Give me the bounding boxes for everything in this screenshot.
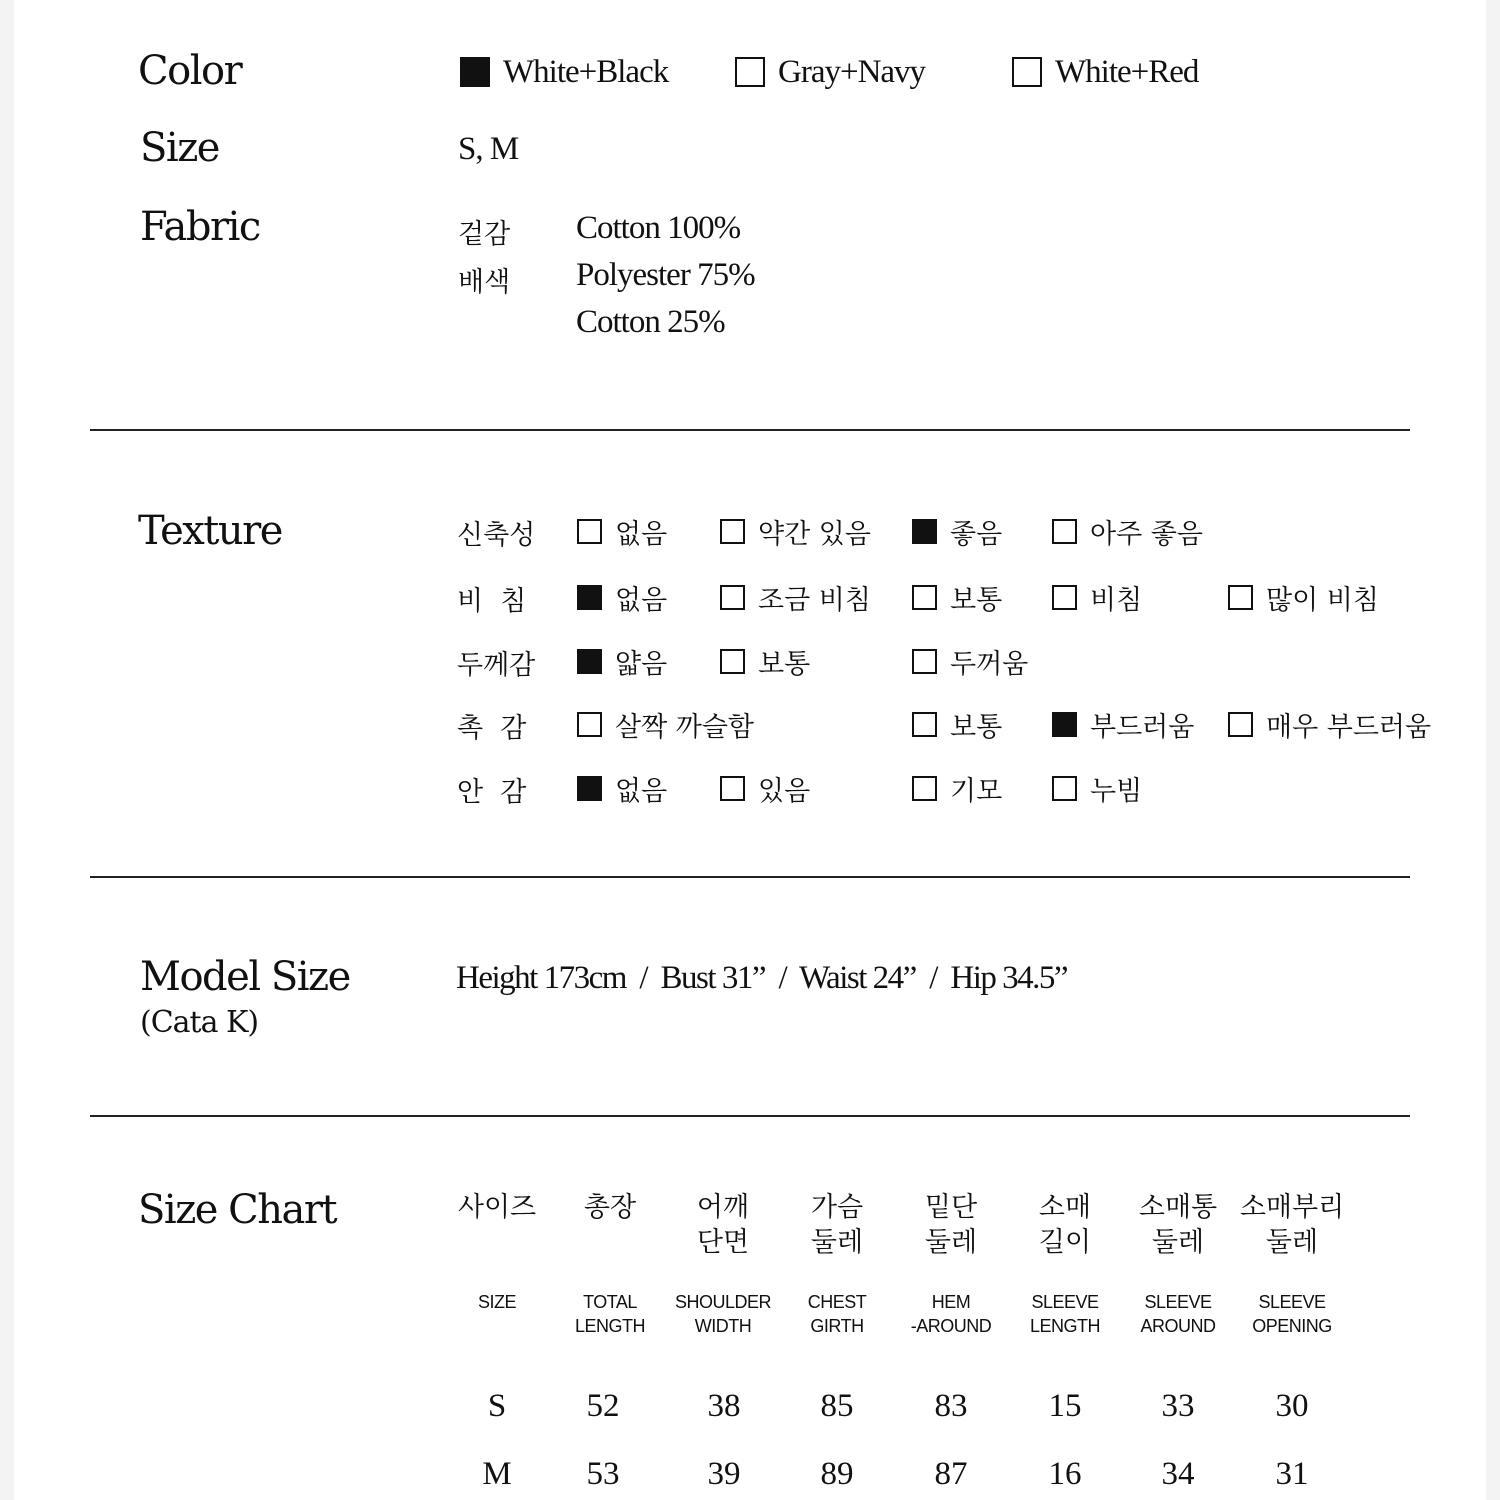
texture-option-label: 없음 <box>615 584 668 616</box>
texture-option-label: 많이 비침 <box>1266 584 1379 616</box>
header-en-line2: WIDTH <box>694 1316 752 1336</box>
header-kr-line1: 소매통 <box>1138 1192 1218 1223</box>
size-chart-cell: 15 <box>1048 1388 1082 1424</box>
header-en-line2: -AROUND <box>910 1316 992 1336</box>
model-size-title: Model Size <box>140 954 350 1000</box>
texture-checkbox[interactable] <box>1228 585 1253 610</box>
texture-option[interactable] <box>1052 514 1203 548</box>
size-chart-cell: 34 <box>1161 1456 1195 1492</box>
texture-row-label: 촉 감 <box>457 713 527 744</box>
fabric-part-label: 겉감 <box>458 219 511 250</box>
size-chart-cell: 89 <box>820 1456 854 1492</box>
header-kr-line2: 둘레 <box>1265 1227 1319 1258</box>
size-chart-cell: 53 <box>586 1456 620 1492</box>
size-chart-cell: 39 <box>707 1456 741 1492</box>
texture-option-label: 보통 <box>758 648 811 680</box>
header-kr-line1: 소매 <box>1038 1192 1092 1223</box>
size-chart-header <box>663 1190 783 1260</box>
size-chart-cell: 52 <box>586 1388 620 1424</box>
texture-checkbox[interactable] <box>1052 712 1077 737</box>
texture-row-label: 신축성 <box>457 520 536 551</box>
color-checkbox[interactable] <box>735 57 765 87</box>
color-option-gray-navy[interactable] <box>735 55 925 89</box>
header-en-line1: TOTAL <box>583 1292 637 1312</box>
texture-option-label: 보통 <box>950 584 1003 616</box>
header-kr-line2: 둘레 <box>924 1227 978 1258</box>
texture-checkbox[interactable] <box>577 712 602 737</box>
color-option-label: White+Red <box>1055 53 1199 90</box>
model-measurements: Height 173cm / Bust 31” / Waist 24” / Hip 34.5” <box>456 960 1068 996</box>
color-option-white-red[interactable] <box>1012 55 1198 89</box>
texture-option-label: 조금 비침 <box>758 584 871 616</box>
texture-row-label: 두께감 <box>457 650 536 681</box>
texture-option-label: 비침 <box>1090 584 1143 616</box>
texture-row-label: 안 감 <box>457 777 527 808</box>
texture-checkbox[interactable] <box>720 585 745 610</box>
model-name: (Cata K) <box>140 1005 259 1040</box>
texture-option-label: 얇음 <box>615 648 668 680</box>
texture-option[interactable] <box>577 707 754 741</box>
header-kr-line2: 둘레 <box>1151 1227 1205 1258</box>
product-info-page <box>14 0 1486 1500</box>
fabric-value: Cotton 25% <box>576 304 725 340</box>
size-chart-cell: 33 <box>1161 1388 1195 1424</box>
header-en-line2: OPENING <box>1252 1316 1332 1336</box>
texture-checkbox[interactable] <box>577 649 602 674</box>
texture-option[interactable] <box>1052 707 1194 741</box>
fabric-part-label: 배색 <box>458 267 511 298</box>
header-en-line2: GIRTH <box>810 1316 864 1336</box>
header-en-line1: SIZE <box>477 1292 516 1312</box>
texture-title: Texture <box>138 508 282 554</box>
fabric-value: Polyester 75% <box>576 257 755 293</box>
texture-option-label: 아주 좋음 <box>1090 518 1203 550</box>
header-kr-line1: 사이즈 <box>457 1192 537 1223</box>
size-chart-header-en <box>1005 1290 1125 1338</box>
size-title: Size <box>140 125 219 171</box>
texture-option-label: 살짝 까슬함 <box>615 711 754 743</box>
texture-option-label: 없음 <box>615 518 668 550</box>
size-chart-header-en <box>1118 1290 1238 1338</box>
header-kr-line2: 둘레 <box>810 1227 864 1258</box>
header-kr-line1: 밑단 <box>924 1192 978 1223</box>
texture-option[interactable] <box>912 514 1002 548</box>
texture-checkbox[interactable] <box>912 519 937 544</box>
texture-option[interactable] <box>1228 707 1431 741</box>
texture-option[interactable] <box>577 771 667 805</box>
header-kr-line2: 길이 <box>1038 1227 1092 1258</box>
header-en-line2: LENGTH <box>1029 1316 1100 1336</box>
color-title: Color <box>138 48 242 94</box>
texture-option-label: 약간 있음 <box>758 518 871 550</box>
texture-option[interactable] <box>720 514 871 548</box>
size-chart-cell: M <box>482 1456 512 1492</box>
color-option-white-black[interactable] <box>460 55 668 89</box>
color-option-label: White+Black <box>503 53 669 90</box>
header-kr-line2: 단면 <box>696 1227 750 1258</box>
texture-row-label: 비 침 <box>457 586 527 617</box>
size-chart-header <box>891 1190 1011 1260</box>
texture-checkbox[interactable] <box>1052 519 1077 544</box>
size-chart-cell: 87 <box>934 1456 968 1492</box>
texture-option[interactable] <box>912 771 1002 805</box>
size-chart-header-en <box>891 1290 1011 1338</box>
header-en-line2: LENGTH <box>574 1316 645 1336</box>
size-chart-cell: 16 <box>1048 1456 1082 1492</box>
fabric-title: Fabric <box>140 204 260 250</box>
texture-option[interactable] <box>1052 771 1142 805</box>
section-divider <box>90 1115 1410 1117</box>
texture-option-label: 좋음 <box>950 518 1003 550</box>
texture-option-label: 누빔 <box>1090 775 1143 807</box>
texture-option[interactable] <box>577 514 667 548</box>
texture-checkbox[interactable] <box>1052 585 1077 610</box>
size-chart-header <box>1118 1190 1238 1260</box>
section-divider <box>90 429 1410 431</box>
size-chart-header <box>1005 1190 1125 1260</box>
texture-checkbox[interactable] <box>720 649 745 674</box>
texture-option-label: 기모 <box>950 775 1003 807</box>
texture-checkbox[interactable] <box>912 712 937 737</box>
texture-checkbox[interactable] <box>577 776 602 801</box>
texture-option[interactable] <box>912 580 1002 614</box>
section-divider <box>90 876 1410 878</box>
texture-checkbox[interactable] <box>1052 776 1077 801</box>
texture-option[interactable] <box>1228 580 1379 614</box>
size-chart-cell: 31 <box>1275 1456 1309 1492</box>
texture-option[interactable] <box>577 644 667 678</box>
header-kr-line1: 소매부리 <box>1239 1192 1345 1223</box>
color-checkbox[interactable] <box>1012 57 1042 87</box>
texture-option-label: 부드러움 <box>1090 711 1195 743</box>
header-en-line2: AROUND <box>1140 1316 1216 1336</box>
texture-checkbox[interactable] <box>720 519 745 544</box>
size-chart-header <box>437 1190 557 1225</box>
header-kr-line1: 어깨 <box>696 1192 750 1223</box>
size-chart-cell: 38 <box>707 1388 741 1424</box>
texture-checkbox[interactable] <box>1228 712 1253 737</box>
color-option-label: Gray+Navy <box>778 53 926 90</box>
texture-option[interactable] <box>720 644 810 678</box>
header-en-line1: SLEEVE <box>1144 1292 1212 1312</box>
size-value: S, M <box>458 131 519 167</box>
texture-option[interactable] <box>720 771 810 805</box>
texture-option[interactable] <box>1052 580 1142 614</box>
texture-checkbox[interactable] <box>912 776 937 801</box>
size-chart-header-en <box>777 1290 897 1338</box>
texture-checkbox[interactable] <box>577 519 602 544</box>
header-kr-line1: 총장 <box>583 1192 637 1223</box>
texture-option-label: 있음 <box>758 775 811 807</box>
size-chart-cell: 83 <box>934 1388 968 1424</box>
size-chart-header-en <box>1232 1290 1352 1338</box>
header-kr-line1: 가슴 <box>810 1192 864 1223</box>
size-chart-header <box>550 1190 670 1225</box>
texture-checkbox[interactable] <box>720 776 745 801</box>
header-en-line1: HEM <box>931 1292 971 1312</box>
texture-option-label: 매우 부드러움 <box>1266 711 1432 743</box>
fabric-value: Cotton 100% <box>576 210 741 246</box>
size-chart-header-en <box>663 1290 783 1338</box>
size-chart-cell: S <box>487 1388 507 1424</box>
texture-checkbox[interactable] <box>577 585 602 610</box>
size-chart-header-en <box>437 1290 557 1314</box>
size-chart-cell: 30 <box>1275 1388 1309 1424</box>
size-chart-header <box>777 1190 897 1260</box>
header-en-line1: SLEEVE <box>1258 1292 1326 1312</box>
texture-checkbox[interactable] <box>912 585 937 610</box>
texture-option[interactable] <box>912 707 1002 741</box>
texture-checkbox[interactable] <box>912 649 937 674</box>
size-chart-title: Size Chart <box>138 1187 337 1233</box>
header-en-line1: SLEEVE <box>1031 1292 1099 1312</box>
texture-option-label: 없음 <box>615 775 668 807</box>
size-chart-cell: 85 <box>820 1388 854 1424</box>
size-chart-header-en <box>550 1290 670 1338</box>
header-en-line1: CHEST <box>807 1292 867 1312</box>
header-en-line1: SHOULDER <box>674 1292 772 1312</box>
texture-option[interactable] <box>912 644 1028 678</box>
color-checkbox[interactable] <box>460 57 490 87</box>
size-chart-header <box>1227 1190 1357 1260</box>
texture-option-label: 두꺼움 <box>950 648 1029 680</box>
texture-option[interactable] <box>720 580 871 614</box>
texture-option[interactable] <box>577 580 667 614</box>
texture-option-label: 보통 <box>950 711 1003 743</box>
